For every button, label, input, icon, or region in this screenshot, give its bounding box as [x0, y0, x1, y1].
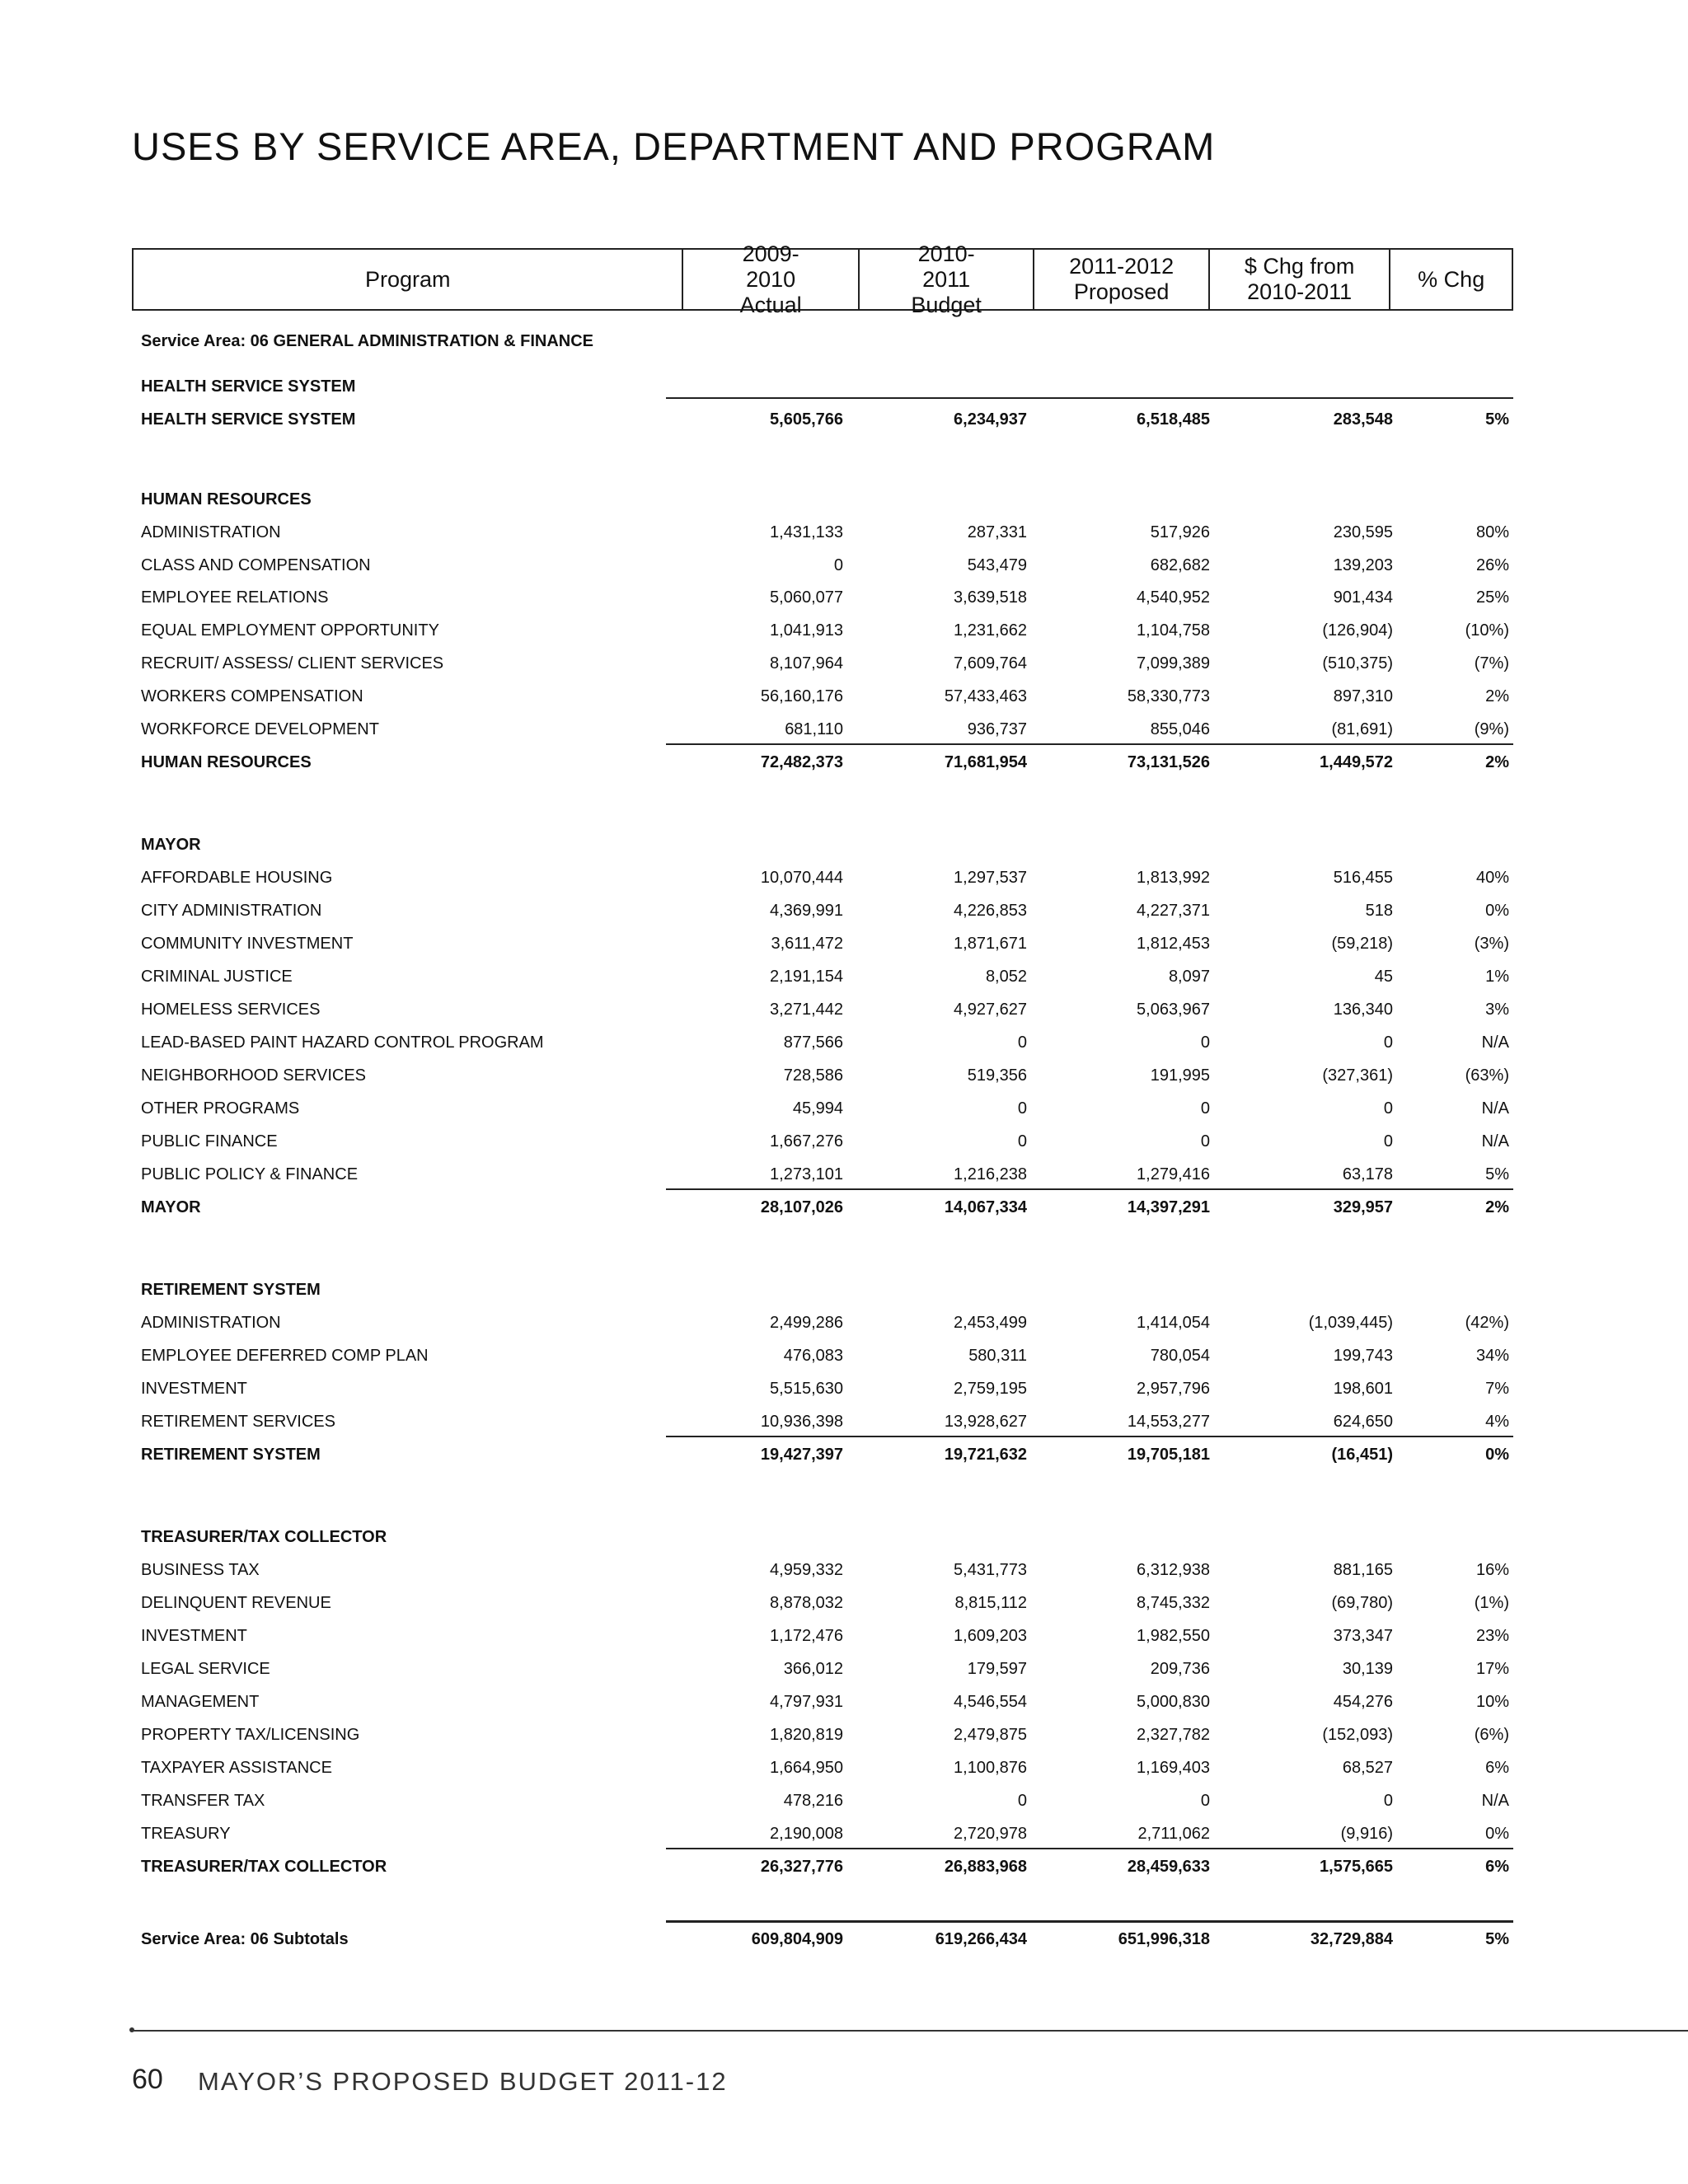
cell-budget-2010-2011: 8,815,112 — [954, 1594, 1027, 1612]
cell-budget-2010-2011: 57,433,463 — [944, 687, 1027, 705]
department-heading — [132, 371, 1513, 404]
row-label: EMPLOYEE RELATIONS — [141, 588, 329, 607]
table-row — [132, 1620, 1513, 1653]
table-row — [132, 1587, 1513, 1620]
cell-percent-change: 0% — [1485, 1825, 1509, 1843]
row-label: INVESTMENT — [141, 1380, 247, 1398]
cell-proposed-2011-2012: 14,553,277 — [1127, 1413, 1210, 1431]
footer-text: MAYOR’S PROPOSED BUDGET 2011-12 — [198, 2067, 728, 2096]
table-row — [132, 648, 1513, 681]
cell-budget-2010-2011: 179,597 — [967, 1660, 1027, 1678]
cell-proposed-2011-2012: 7,099,389 — [1137, 654, 1210, 673]
cell-dollar-change: (126,904) — [1322, 621, 1393, 640]
column-header-label: 2010-2011 Budget — [911, 241, 982, 317]
cell-percent-change: 17% — [1475, 1660, 1509, 1678]
column-header-label: 2011-2012 Proposed — [1069, 254, 1175, 304]
cell-proposed-2011-2012: 0 — [1200, 1099, 1210, 1118]
row-label: Service Area: 06 Subtotals — [141, 1930, 349, 1948]
cell-budget-2010-2011: 6,234,937 — [954, 410, 1027, 429]
column-header-2010-2011 — [858, 241, 1034, 317]
row-label: RETIREMENT SYSTEM — [141, 1446, 321, 1464]
cell-budget-2010-2011: 2,720,978 — [954, 1825, 1027, 1843]
cell-dollar-change: (16,451) — [1331, 1446, 1393, 1464]
table-row — [132, 895, 1513, 928]
row-label: TREASURER/TAX COLLECTOR — [141, 1858, 387, 1876]
cell-dollar-change: (327,361) — [1322, 1066, 1393, 1085]
cell-proposed-2011-2012: 1,104,758 — [1137, 621, 1210, 640]
cell-actual-2009-2010: 681,110 — [785, 720, 843, 738]
cell-percent-change: (63%) — [1465, 1066, 1509, 1085]
cell-actual-2009-2010: 8,107,964 — [770, 654, 843, 673]
table-row — [132, 1686, 1513, 1719]
cell-dollar-change: (510,375) — [1322, 654, 1393, 673]
column-header-percent-change: % Chg — [1389, 250, 1512, 309]
cell-actual-2009-2010: 0 — [833, 556, 843, 574]
row-label: INVESTMENT — [141, 1627, 247, 1645]
cell-dollar-change: 373,347 — [1333, 1627, 1393, 1645]
row-label: EMPLOYEE DEFERRED COMP PLAN — [141, 1347, 429, 1365]
cell-percent-change: (9%) — [1474, 720, 1509, 738]
row-label: CRIMINAL JUSTICE — [141, 968, 293, 986]
table-row — [132, 1554, 1513, 1587]
cell-percent-change: 6% — [1485, 1858, 1509, 1876]
cell-percent-change: (42%) — [1465, 1314, 1509, 1332]
cell-percent-change: 5% — [1485, 410, 1509, 429]
cell-dollar-change: (152,093) — [1322, 1726, 1393, 1744]
cell-actual-2009-2010: 728,586 — [783, 1066, 843, 1085]
cell-percent-change: 40% — [1475, 869, 1509, 887]
table-row — [132, 582, 1513, 615]
cell-actual-2009-2010: 10,070,444 — [760, 869, 843, 887]
cell-dollar-change: 63,178 — [1342, 1165, 1393, 1183]
cell-proposed-2011-2012: 58,330,773 — [1127, 687, 1210, 705]
total-row — [132, 1851, 1513, 1884]
total-row — [132, 1192, 1513, 1225]
cell-actual-2009-2010: 1,664,950 — [770, 1759, 843, 1777]
cell-percent-change: 80% — [1475, 523, 1509, 541]
cell-proposed-2011-2012: 0 — [1200, 1132, 1210, 1151]
cell-dollar-change: 1,449,572 — [1320, 753, 1393, 771]
cell-proposed-2011-2012: 2,327,782 — [1137, 1726, 1210, 1744]
cell-dollar-change: 901,434 — [1333, 588, 1393, 607]
cell-proposed-2011-2012: 1,414,054 — [1137, 1314, 1210, 1332]
cell-budget-2010-2011: 4,226,853 — [954, 902, 1027, 920]
table-row — [132, 615, 1513, 648]
cell-budget-2010-2011: 1,297,537 — [954, 869, 1027, 887]
row-label: HEALTH SERVICE SYSTEM — [141, 377, 356, 396]
total-row — [132, 404, 1513, 437]
table-row — [132, 1373, 1513, 1406]
cell-dollar-change: 454,276 — [1333, 1693, 1393, 1711]
cell-actual-2009-2010: 45,994 — [792, 1099, 843, 1118]
row-label: TAXPAYER ASSISTANCE — [141, 1759, 332, 1777]
cell-budget-2010-2011: 8,052 — [985, 968, 1027, 986]
cell-budget-2010-2011: 5,431,773 — [954, 1561, 1027, 1579]
cell-proposed-2011-2012: 5,000,830 — [1137, 1693, 1210, 1711]
cell-budget-2010-2011: 543,479 — [967, 556, 1027, 574]
table-row — [132, 1340, 1513, 1373]
page-title: USES BY SERVICE AREA, DEPARTMENT AND PROGRAM — [132, 124, 1216, 168]
cell-budget-2010-2011: 287,331 — [967, 523, 1027, 541]
cell-proposed-2011-2012: 1,169,403 — [1137, 1759, 1210, 1777]
cell-percent-change: 23% — [1475, 1627, 1509, 1645]
table-row — [132, 1752, 1513, 1785]
cell-dollar-change: 518 — [1365, 902, 1393, 920]
cell-dollar-change: 0 — [1383, 1099, 1393, 1118]
cell-proposed-2011-2012: 651,996,318 — [1118, 1930, 1210, 1948]
row-label: HUMAN RESOURCES — [141, 490, 312, 509]
cell-actual-2009-2010: 2,190,008 — [770, 1825, 843, 1843]
row-label: AFFORDABLE HOUSING — [141, 869, 333, 887]
cell-budget-2010-2011: 1,216,238 — [954, 1165, 1027, 1183]
row-label: HOMELESS SERVICES — [141, 1001, 321, 1019]
row-label: MAYOR — [141, 1198, 201, 1216]
column-header-label: $ Chg from 2010-2011 — [1244, 254, 1355, 304]
cell-actual-2009-2010: 478,216 — [783, 1792, 843, 1810]
row-label: WORKERS COMPENSATION — [141, 687, 363, 705]
cell-proposed-2011-2012: 8,745,332 — [1137, 1594, 1210, 1612]
row-label: DELINQUENT REVENUE — [141, 1594, 331, 1612]
row-label: RETIREMENT SYSTEM — [141, 1281, 321, 1299]
cell-actual-2009-2010: 1,273,101 — [770, 1165, 843, 1183]
cell-dollar-change: 198,601 — [1333, 1380, 1393, 1398]
cell-dollar-change: 1,575,665 — [1320, 1858, 1393, 1876]
cell-dollar-change: 881,165 — [1333, 1561, 1393, 1579]
cell-budget-2010-2011: 19,721,632 — [944, 1446, 1027, 1464]
cell-actual-2009-2010: 609,804,909 — [751, 1930, 843, 1948]
department-heading — [132, 484, 1513, 517]
cell-percent-change: N/A — [1481, 1033, 1509, 1052]
cell-budget-2010-2011: 0 — [1017, 1033, 1027, 1052]
cell-dollar-change: 897,310 — [1333, 687, 1393, 705]
cell-proposed-2011-2012: 6,312,938 — [1137, 1561, 1210, 1579]
footer-rule — [132, 2030, 1688, 2032]
cell-dollar-change: 283,548 — [1333, 410, 1393, 429]
cell-actual-2009-2010: 28,107,026 — [760, 1198, 843, 1216]
row-label: EQUAL EMPLOYMENT OPPORTUNITY — [141, 621, 439, 640]
table-row — [132, 1406, 1513, 1439]
cell-percent-change: 7% — [1485, 1380, 1509, 1398]
cell-budget-2010-2011: 2,453,499 — [954, 1314, 1027, 1332]
row-label: MAYOR — [141, 836, 201, 854]
cell-percent-change: 10% — [1475, 1693, 1509, 1711]
cell-percent-change: 0% — [1485, 1446, 1509, 1464]
row-label: ADMINISTRATION — [141, 1314, 281, 1332]
cell-percent-change: 34% — [1475, 1347, 1509, 1365]
table-row — [132, 517, 1513, 550]
cell-budget-2010-2011: 7,609,764 — [954, 654, 1027, 673]
table-row — [132, 1653, 1513, 1686]
cell-dollar-change: (81,691) — [1331, 720, 1393, 738]
total-rule — [666, 1436, 1513, 1437]
cell-actual-2009-2010: 4,959,332 — [770, 1561, 843, 1579]
cell-percent-change: (7%) — [1474, 654, 1509, 673]
cell-budget-2010-2011: 0 — [1017, 1099, 1027, 1118]
cell-actual-2009-2010: 366,012 — [783, 1660, 843, 1678]
cell-percent-change: 1% — [1485, 968, 1509, 986]
table-row — [132, 1060, 1513, 1093]
cell-dollar-change: 32,729,884 — [1310, 1930, 1393, 1948]
table-row — [132, 961, 1513, 994]
total-row — [132, 1924, 1513, 1957]
cell-proposed-2011-2012: 5,063,967 — [1137, 1001, 1210, 1019]
cell-actual-2009-2010: 476,083 — [783, 1347, 843, 1365]
cell-budget-2010-2011: 1,100,876 — [954, 1759, 1027, 1777]
cell-actual-2009-2010: 4,797,931 — [770, 1693, 843, 1711]
row-label: OTHER PROGRAMS — [141, 1099, 300, 1118]
column-header-2009-2010 — [682, 241, 857, 317]
cell-proposed-2011-2012: 1,279,416 — [1137, 1165, 1210, 1183]
cell-actual-2009-2010: 19,427,397 — [760, 1446, 843, 1464]
table-row — [132, 1093, 1513, 1126]
row-label: NEIGHBORHOOD SERVICES — [141, 1066, 367, 1085]
cell-percent-change: (10%) — [1465, 621, 1509, 640]
row-label: RECRUIT/ ASSESS/ CLIENT SERVICES — [141, 654, 444, 673]
cell-actual-2009-2010: 5,605,766 — [770, 410, 843, 429]
total-rule — [666, 397, 1513, 399]
row-label: COMMUNITY INVESTMENT — [141, 935, 354, 953]
cell-actual-2009-2010: 10,936,398 — [760, 1413, 843, 1431]
cell-proposed-2011-2012: 8,097 — [1168, 968, 1210, 986]
cell-budget-2010-2011: 26,883,968 — [944, 1858, 1027, 1876]
cell-budget-2010-2011: 1,609,203 — [954, 1627, 1027, 1645]
cell-percent-change: (6%) — [1474, 1726, 1509, 1744]
total-rule — [666, 1188, 1513, 1190]
row-label: LEAD-BASED PAINT HAZARD CONTROL PROGRAM — [141, 1033, 544, 1052]
cell-percent-change: 25% — [1475, 588, 1509, 607]
cell-percent-change: (3%) — [1474, 935, 1509, 953]
cell-dollar-change: 230,595 — [1333, 523, 1393, 541]
row-label: HUMAN RESOURCES — [141, 753, 312, 771]
cell-budget-2010-2011: 4,927,627 — [954, 1001, 1027, 1019]
table-row — [132, 681, 1513, 714]
total-rule — [666, 743, 1513, 745]
cell-percent-change: 6% — [1485, 1759, 1509, 1777]
row-label: TREASURER/TAX COLLECTOR — [141, 1528, 387, 1546]
cell-proposed-2011-2012: 73,131,526 — [1127, 753, 1210, 771]
department-heading — [132, 1274, 1513, 1307]
cell-budget-2010-2011: 1,231,662 — [954, 621, 1027, 640]
cell-dollar-change: 0 — [1383, 1792, 1393, 1810]
cell-proposed-2011-2012: 14,397,291 — [1127, 1198, 1210, 1216]
total-rule — [666, 1848, 1513, 1849]
cell-actual-2009-2010: 1,041,913 — [770, 621, 843, 640]
cell-proposed-2011-2012: 28,459,633 — [1127, 1858, 1210, 1876]
cell-dollar-change: (59,218) — [1331, 935, 1393, 953]
cell-actual-2009-2010: 5,515,630 — [770, 1380, 843, 1398]
cell-actual-2009-2010: 3,611,472 — [771, 935, 843, 953]
cell-budget-2010-2011: 13,928,627 — [944, 1413, 1027, 1431]
table-row — [132, 1027, 1513, 1060]
cell-proposed-2011-2012: 209,736 — [1150, 1660, 1210, 1678]
cell-actual-2009-2010: 56,160,176 — [760, 687, 843, 705]
cell-actual-2009-2010: 1,820,819 — [770, 1726, 843, 1744]
cell-dollar-change: (9,916) — [1340, 1825, 1393, 1843]
cell-percent-change: N/A — [1481, 1792, 1509, 1810]
cell-budget-2010-2011: 14,067,334 — [944, 1198, 1027, 1216]
cell-budget-2010-2011: 71,681,954 — [944, 753, 1027, 771]
cell-actual-2009-2010: 877,566 — [783, 1033, 843, 1052]
table-row — [132, 550, 1513, 583]
cell-dollar-change: 329,957 — [1333, 1198, 1393, 1216]
cell-actual-2009-2010: 5,060,077 — [770, 588, 843, 607]
table-row — [132, 1126, 1513, 1159]
row-label: CLASS AND COMPENSATION — [141, 556, 371, 574]
cell-budget-2010-2011: 619,266,434 — [935, 1930, 1027, 1948]
cell-percent-change: 3% — [1485, 1001, 1509, 1019]
cell-dollar-change: (69,780) — [1331, 1594, 1393, 1612]
cell-proposed-2011-2012: 0 — [1200, 1792, 1210, 1810]
row-label: MANAGEMENT — [141, 1693, 260, 1711]
cell-proposed-2011-2012: 2,711,062 — [1137, 1825, 1210, 1843]
cell-dollar-change: 136,340 — [1333, 1001, 1393, 1019]
cell-percent-change: 4% — [1485, 1413, 1509, 1431]
cell-actual-2009-2010: 8,878,032 — [770, 1594, 843, 1612]
row-label: HEALTH SERVICE SYSTEM — [141, 410, 356, 429]
table-row — [132, 1307, 1513, 1340]
cell-percent-change: 2% — [1485, 753, 1509, 771]
cell-actual-2009-2010: 1,667,276 — [770, 1132, 843, 1151]
cell-budget-2010-2011: 580,311 — [968, 1347, 1027, 1365]
service-area-label: Service Area: 06 GENERAL ADMINISTRATION & FINANCE — [141, 332, 593, 350]
department-heading — [132, 829, 1513, 862]
cell-actual-2009-2010: 3,271,442 — [770, 1001, 843, 1019]
table-row — [132, 714, 1513, 747]
cell-proposed-2011-2012: 4,227,371 — [1137, 902, 1210, 920]
total-row — [132, 747, 1513, 780]
cell-actual-2009-2010: 72,482,373 — [760, 753, 843, 771]
cell-dollar-change: 516,455 — [1333, 869, 1393, 887]
row-label: BUSINESS TAX — [141, 1561, 260, 1579]
row-label: TREASURY — [141, 1825, 231, 1843]
cell-budget-2010-2011: 519,356 — [967, 1066, 1027, 1085]
cell-proposed-2011-2012: 19,705,181 — [1127, 1446, 1210, 1464]
column-header-dollar-change — [1208, 250, 1389, 309]
column-header-label: 2009-2010 Actual — [739, 241, 802, 317]
cell-percent-change: N/A — [1481, 1099, 1509, 1118]
cell-budget-2010-2011: 0 — [1017, 1792, 1027, 1810]
cell-proposed-2011-2012: 2,957,796 — [1137, 1380, 1210, 1398]
row-label: PUBLIC POLICY & FINANCE — [141, 1165, 359, 1183]
cell-percent-change: 5% — [1485, 1930, 1509, 1948]
table-row — [132, 1719, 1513, 1752]
cell-proposed-2011-2012: 0 — [1200, 1033, 1210, 1052]
cell-dollar-change: 139,203 — [1333, 556, 1393, 574]
cell-dollar-change: 0 — [1383, 1033, 1393, 1052]
cell-budget-2010-2011: 2,479,875 — [954, 1726, 1027, 1744]
cell-proposed-2011-2012: 1,982,550 — [1137, 1627, 1210, 1645]
cell-budget-2010-2011: 936,737 — [967, 720, 1027, 738]
row-label: TRANSFER TAX — [141, 1792, 265, 1810]
cell-proposed-2011-2012: 855,046 — [1150, 720, 1210, 738]
cell-proposed-2011-2012: 517,926 — [1150, 523, 1210, 541]
table-row — [132, 1818, 1513, 1851]
cell-percent-change: 16% — [1475, 1561, 1509, 1579]
cell-proposed-2011-2012: 191,995 — [1150, 1066, 1210, 1085]
cell-proposed-2011-2012: 1,813,992 — [1137, 869, 1210, 887]
table-row — [132, 928, 1513, 961]
cell-proposed-2011-2012: 780,054 — [1150, 1347, 1210, 1365]
cell-dollar-change: 199,743 — [1333, 1347, 1393, 1365]
cell-dollar-change: 0 — [1383, 1132, 1393, 1151]
cell-dollar-change: 30,139 — [1342, 1660, 1393, 1678]
cell-dollar-change: 68,527 — [1342, 1759, 1393, 1777]
row-label: WORKFORCE DEVELOPMENT — [141, 720, 379, 738]
cell-percent-change: 0% — [1485, 902, 1509, 920]
cell-actual-2009-2010: 26,327,776 — [760, 1858, 843, 1876]
cell-proposed-2011-2012: 682,682 — [1150, 556, 1210, 574]
cell-dollar-change: 624,650 — [1333, 1413, 1393, 1431]
cell-proposed-2011-2012: 1,812,453 — [1137, 935, 1210, 953]
table-row — [132, 1785, 1513, 1818]
cell-budget-2010-2011: 0 — [1017, 1132, 1027, 1151]
table-row — [132, 862, 1513, 895]
column-header-2011-2012 — [1033, 250, 1208, 309]
row-label: PUBLIC FINANCE — [141, 1132, 278, 1151]
cell-percent-change: 2% — [1485, 1198, 1509, 1216]
cell-budget-2010-2011: 4,546,554 — [954, 1693, 1027, 1711]
cell-actual-2009-2010: 2,499,286 — [770, 1314, 843, 1332]
row-label: RETIREMENT SERVICES — [141, 1413, 335, 1431]
row-label: ADMINISTRATION — [141, 523, 281, 541]
cell-percent-change: 5% — [1485, 1165, 1509, 1183]
row-label: LEGAL SERVICE — [141, 1660, 270, 1678]
cell-percent-change: 2% — [1485, 687, 1509, 705]
cell-dollar-change: (1,039,445) — [1308, 1314, 1393, 1332]
page-number: 60 — [132, 2064, 163, 2095]
cell-proposed-2011-2012: 4,540,952 — [1137, 588, 1210, 607]
cell-percent-change: N/A — [1481, 1132, 1509, 1151]
total-row — [132, 1439, 1513, 1472]
cell-actual-2009-2010: 4,369,991 — [770, 902, 843, 920]
cell-percent-change: 26% — [1475, 556, 1509, 574]
cell-dollar-change: 45 — [1374, 968, 1393, 986]
cell-proposed-2011-2012: 6,518,485 — [1137, 410, 1210, 429]
column-header-program: Program — [364, 266, 451, 292]
table-row — [132, 1159, 1513, 1192]
cell-budget-2010-2011: 1,871,671 — [954, 935, 1027, 953]
table-header — [132, 241, 1513, 317]
department-heading — [132, 1521, 1513, 1554]
row-label: PROPERTY TAX/LICENSING — [141, 1726, 360, 1744]
cell-budget-2010-2011: 3,639,518 — [954, 588, 1027, 607]
cell-budget-2010-2011: 2,759,195 — [954, 1380, 1027, 1398]
cell-actual-2009-2010: 1,172,476 — [770, 1627, 843, 1645]
cell-actual-2009-2010: 1,431,133 — [770, 523, 843, 541]
cell-percent-change: (1%) — [1474, 1594, 1509, 1612]
table-row — [132, 994, 1513, 1027]
row-label: CITY ADMINISTRATION — [141, 902, 322, 920]
cell-actual-2009-2010: 2,191,154 — [770, 968, 843, 986]
total-rule — [666, 1920, 1513, 1923]
